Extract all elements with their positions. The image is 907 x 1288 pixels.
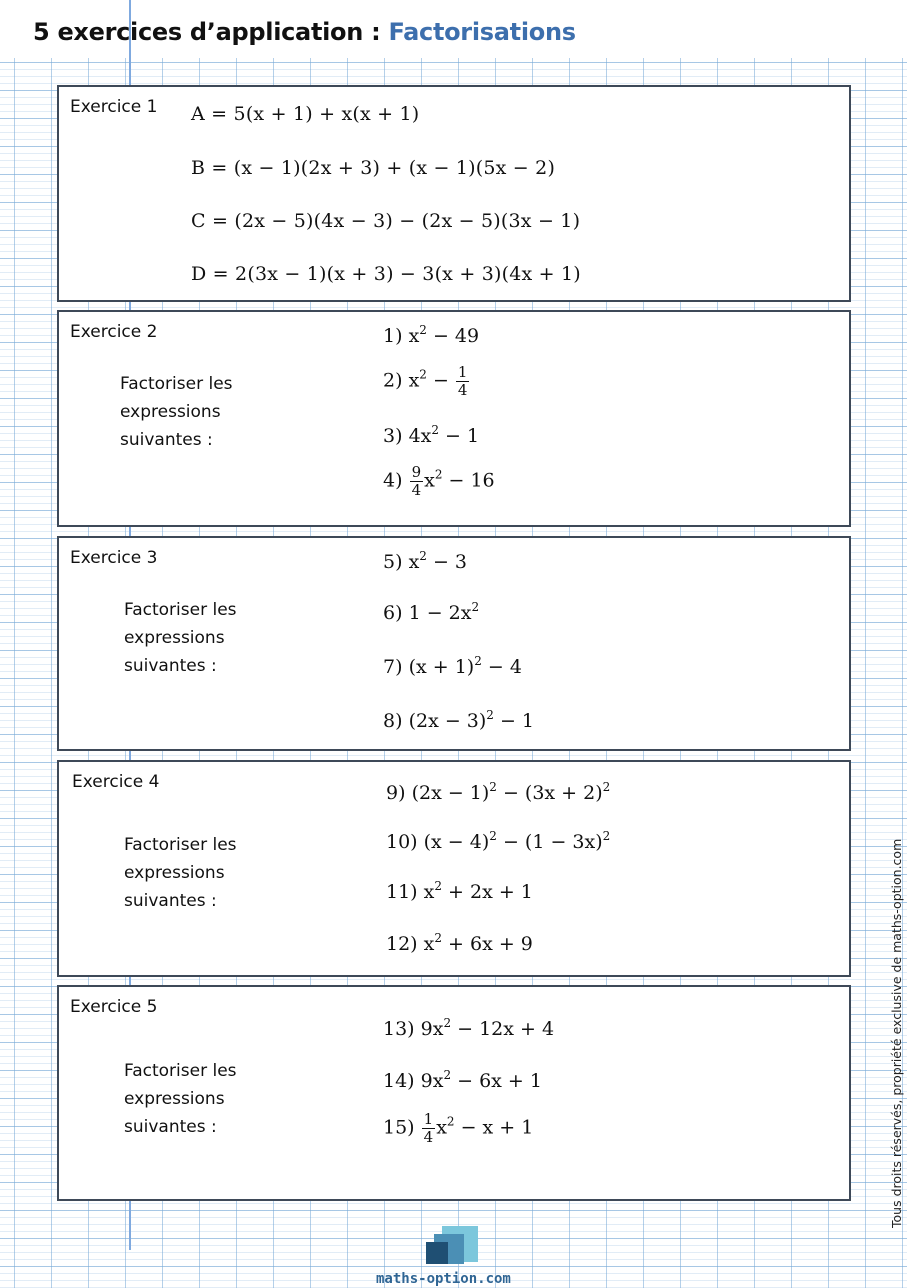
expression-1: 1) $x^2 - 49$ [383,323,480,347]
expression-d: D = 2(3x − 1)(x + 3) − 3(x + 3)(4x + 1) [191,263,581,285]
expression-10: 10) $(x - 4)^2 - (1 - 3x)^2$ [386,829,611,853]
title-main: 5 exercices d’application : [33,18,389,46]
title-accent: Factorisations [388,18,576,46]
exercise-3-box [57,536,851,751]
exercise-4-box [57,760,851,977]
instruction-text: Factoriser les expressions suivantes : [124,600,237,676]
expression-14: 14) $9x^2 - 6x + 1$ [383,1068,542,1092]
exercise-label: Exercice 2 [70,322,158,342]
fraction: $\frac{9}{4}$ [411,463,422,499]
expression-a: A = 5(x + 1) + x(x + 1) [191,103,420,125]
expression-5: 5) $x^2 - 3$ [383,549,468,573]
expression-6: 6) $1 - 2x^2$ [383,600,480,624]
exercise-5-box [57,985,851,1201]
exercise-2-box [57,310,851,527]
instruction-text: Factoriser les expressions suivantes : [120,374,233,450]
instruction-text: Factoriser les expressions suivantes : [124,835,237,911]
expression-8: 8) $(2x - 3)^2 - 1$ [383,708,535,732]
expression-4: 4) $\frac{9}{4}$ $x^2 - 16$ [383,463,495,499]
expression-12: 12) $x^2 + 6x + 9$ [386,931,533,955]
exercise-1-box [57,85,851,302]
exercise-label: Exercice 1 [70,97,158,117]
logo-icon [424,1226,478,1272]
brand-name[interactable]: maths-option.com [376,1271,511,1287]
fraction: $\frac{1}{4}$ [423,1110,434,1146]
expression-9: 9) $(2x - 1)^2 - (3x + 2)^2$ [386,780,611,804]
page-title [33,18,576,46]
expression-13: 13) $9x^2 - 12x + 4$ [383,1016,555,1040]
copyright-note: Tous droits réservés, propriété exclusive de maths-option.com [889,838,904,1228]
expression-11: 11) $x^2 + 2x + 1$ [386,879,533,903]
expression-15: 15) $\frac{1}{4}$ $x^2 - x + 1$ [383,1110,534,1146]
exercise-label: Exercice 3 [70,548,158,568]
expression-b: B = (x − 1)(2x + 3) + (x − 1)(5x − 2) [191,157,556,179]
instruction-text: Factoriser les expressions suivantes : [124,1061,237,1137]
expression-c: C = (2x − 5)(4x − 3) − (2x − 5)(3x − 1) [191,210,581,232]
expression-3: 3) $4x^2 - 1$ [383,423,480,447]
exercise-label: Exercice 5 [70,997,158,1017]
expression-2: 2) $x^2$ − $\frac{1}{4}$ [383,363,468,399]
fraction: $\frac{1}{4}$ [457,363,468,399]
exercise-label: Exercice 4 [72,772,160,792]
expression-7: 7) $(x + 1)^2 - 4$ [383,654,522,678]
